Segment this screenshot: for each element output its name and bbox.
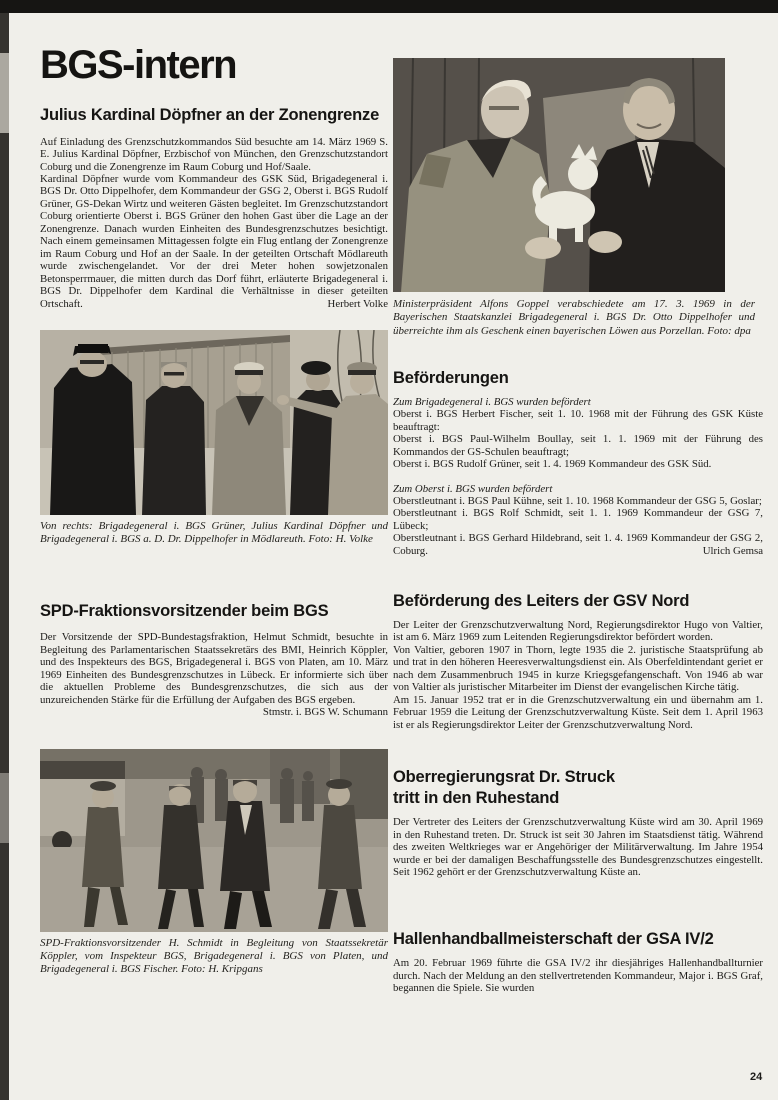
article1-paragraph: Kardinal Döpfner wurde vom Kommandeur des GSK Süd, Brigadegeneral i. BGS Dr. Otto Dippelhofer, dem Kommandeur der GSG 2, Oberst i. BGS Rudolf Grüner, GS-Dekan Wirtz und weiteren Gästen begleitet. Im Grenzschutzstandort Coburg orientierte Oberst i. BGS Grüner den hohen Gast über die Lage an der Zonengrenze. Danach wurden Einheiten des Bundesgrenzschutzes besichtigt. Nach einem gemeinsamen Mittagessen folgte ein Flug entlang der Zonengrenze im Raum Coburg und Hof an der Saale. In der geteilten Ortschaft Mödlareuth wurde zwischengelandet. Vor der drei Meter hohen sowjetzonalen Betonsperrmauer, die mitten durch das Dorf führt, erläuterte Brigadegeneral i. BGS Dr. Dippelhofer dem Kardinal die Verhältnisse in dieser geteilten Ortschaft. [40,172,388,310]
promotion-entry: Oberstleutnant i. BGS Paul Kühne, seit 1. 10. 1968 Kommandeur der GSG 5, Goslar; [393,495,762,508]
article2-paragraph: Der Vorsitzende der SPD-Bundestagsfraktion, Helmut Schmidt, besuchte in Begleitung des Parlamentarischen Staatssekretärs des BMI, Heinrich Köppler, und des Inspekteurs des BGS, Brigadegeneral i. BGS von Platen, am 10. März 1969 Einheiten des Bundesgrenzschutzes in Lübeck. Er informierte sich über die aktuellen Probleme des Bundesgrenzschutzes, die sich aus der unzureichenden Stärke für die Erfüllung der Aufgaben des BGS ergeben. [40,631,388,706]
gsv-nord-paragraph: Der Leiter der Grenzschutzverwaltung Nord, Regierungsdirektor Hugo von Valtier, ist am 6. März 1969 zum Leitenden Regierungsdirektor befördert worden. [393,618,763,644]
page-number: 24 [750,1071,763,1083]
edge-smudge [0,53,9,133]
page-title: BGS-intern [40,43,237,87]
promotions-group2-lead: Zum Oberst i. BGS wurden befördert [393,482,553,495]
article1-heading: Julius Kardinal Döpfner an der Zonengrenze [40,106,380,124]
edge-smudge [0,773,9,843]
struck-heading [393,767,763,808]
luebeck-walk-photo [40,749,388,932]
article2-heading: SPD-Fraktionsvorsitzender beim BGS [40,601,329,620]
left-edge-strip [0,13,9,1100]
promotions-heading: Beförderungen [393,369,509,388]
promotion-entry: Oberst i. BGS Rudolf Grüner, seit 1. 4. 1969 Kommandeur des GSK Süd. [393,458,712,471]
handball-heading: Hallenhandballmeisterschaft der GSA IV/2 [393,929,714,948]
promotion-entry: Oberst i. BGS Paul-Wilhelm Boullay, seit 1. 1. 1969 mit der Führung des Kommandos der GS-Schulen beauftragt; [393,433,763,458]
photo-caption: Von rechts: Brigadegeneral i. BGS Grüner, Julius Kardinal Döpfner und Brigadegeneral i. BGS a. D. Dr. Dippelhofer in Mödlareuth. Foto: H. Volke [40,519,388,546]
struck-paragraph: Der Vertreter des Leiters der Grenzschutzverwaltung Küste wird am 30. April 1969 in den Ruhestand treten. Dr. Struck ist seit 30 Jahren im Staatsdienst tätig. Während des zweiten Weltkrieges war er Angehöriger der Militärverwaltung. Im Jahre 1954 wurde er bei der damaligen Beschaffungsstelle des Bundesgrenzschutzes eingestellt. Seit 1962 gehört er der Grenzschutzverwaltung Küste an. [393,816,763,879]
struck-heading-line2: tritt in den Ruhestand [393,788,560,807]
goppel-dippelhofer-photo [393,58,725,292]
promotion-entry: Oberstleutnant i. BGS Rolf Schmidt, seit 1. 1. 1969 Kommandeur der GSG 7, Lübeck; [393,507,763,532]
promotions-author: Ulrich Gemsa [702,544,763,557]
gsv-nord-heading: Beförderung des Leiters der GSV Nord [393,592,690,611]
moedlareuth-group-photo [40,330,388,515]
left-column [40,0,388,977]
article1-paragraph: Auf Einladung des Grenzschutzkommandos Süd besuchte am 14. März 1969 S. E. Julius Kardinal Döpfner, Erzbischof von München, den Grenzschutzstandort Coburg und die Zonengrenze im Raum Coburg und Hof/Saale. [40,135,388,173]
gsv-nord-paragraph: Von Valtier, geboren 1907 in Thorn, legte 1935 die 2. juristische Staatsprüfung ab und trat in den höheren Heeresverwaltungsdienst ein. Als Oberfeldintendant geriet er nach dem Zusammenbruch 1945 in kurze Kriegsgefangenschaft. Von 1946 ab war von Valtier als juristischer Mitarbeiter im Dienst der evangelischen Kirche tätig. [393,643,763,694]
promotion-entry: Oberst i. BGS Herbert Fischer, seit 1. 10. 1968 mit der Führung des GSK Küste beauftragt: [393,408,763,433]
promotion-entry: Oberstleutnant i. BGS Gerhard Hildebrand, seit 1. 4. 1969 Kommandeur der GSG 2, Coburg. [393,532,763,557]
photo-caption: Ministerpräsident Alfons Goppel verabschiedete am 17. 3. 1969 in der Bayerischen Staatskanzlei Brigadegeneral i. BGS Dr. Otto Dippelhofer und überreichte ihm als Geschenk einen bayerischen Löwen aus Porzellan. Foto: dpa [393,298,755,337]
struck-heading-line1: Oberregierungsrat Dr. Struck [393,768,615,786]
article2-author: Stmstr. i. BGS W. Schumann [262,706,388,719]
gsv-nord-paragraph: Am 15. Januar 1952 trat er in die Grenzschutzverwaltung ein und übernahm am 1. Februar 1959 die Leitung der Grenzschutzverwaltung Küste. Seit dem 1. April 1963 ist er als Regierungsdirektor Leiter der Grenzschutzverwaltung Nord. [393,693,763,731]
handball-paragraph: Am 20. Februar 1969 führte die GSA IV/2 ihr diesjähriges Hallenhandballturnier durch. Nach der Meldung an den stellvertretenden Kommandeur, Major i. BGS Graf, begannen die Spiele. Sie wurden [393,957,763,995]
promotions-group1-lead: Zum Brigadegeneral i. BGS wurden befördert [393,395,591,408]
photo-caption: SPD-Fraktionsvorsitzender H. Schmidt in Begleitung von Staatssekretär Köppler, vom Inspekteur BGS, Brigadegeneral i. BGS von Platen, und Brigadegeneral i. BGS Fischer. Foto: H. Kripgans [40,936,388,976]
right-column [393,0,763,995]
article1-author: Herbert Volke [327,297,388,310]
